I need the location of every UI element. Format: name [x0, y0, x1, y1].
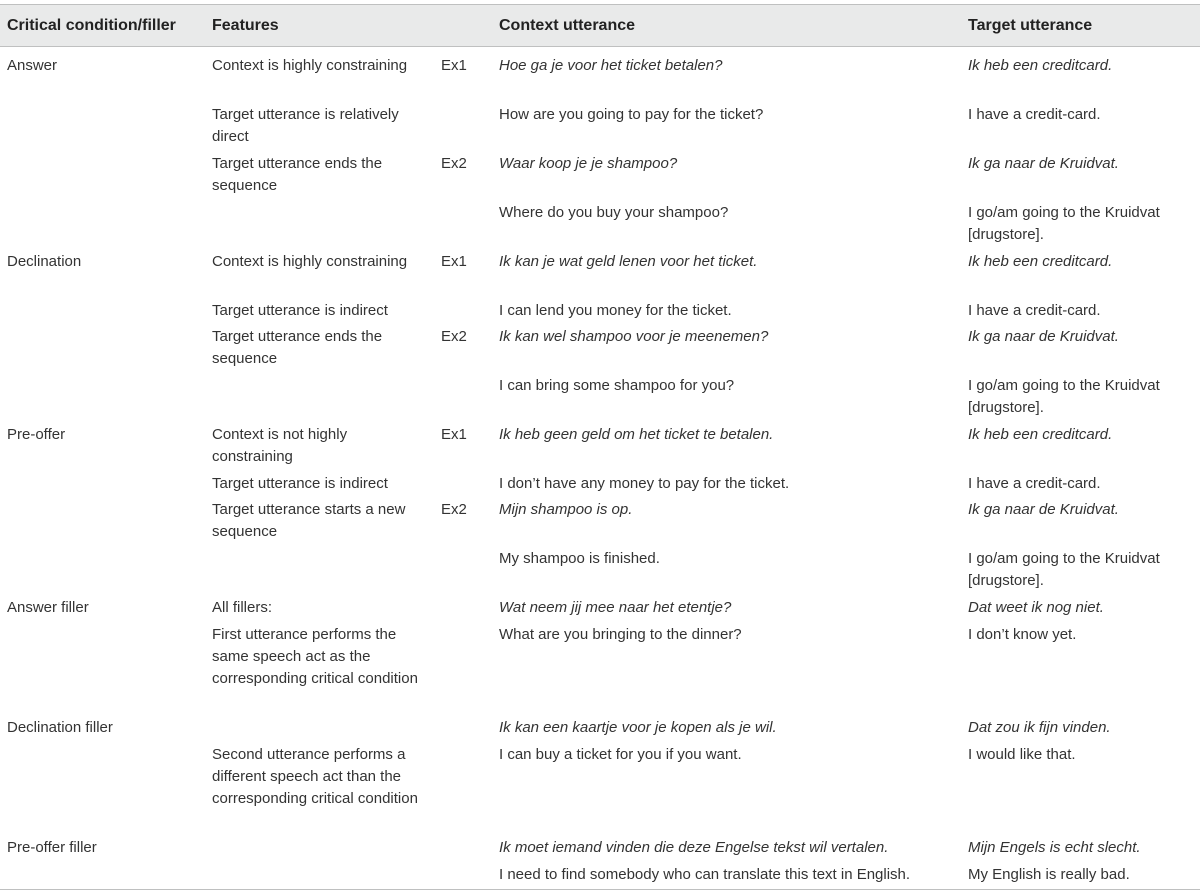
cell-context: I need to find somebody who can translate this text in English.	[499, 866, 911, 883]
cell-target: I have a credit-card.	[968, 106, 1101, 123]
cell-condition: Answer	[7, 57, 58, 74]
cell-context: Where do you buy your shampoo?	[499, 204, 729, 221]
header-features: Features	[212, 17, 279, 34]
cell-target: I would like that.	[968, 746, 1076, 763]
cell-context: Ik kan wel shampoo voor je meenemen?	[499, 328, 769, 345]
cell-features: Target utterance is indirect	[212, 302, 388, 319]
cell-context: My shampoo is finished.	[499, 550, 660, 567]
cell-example: Ex1	[441, 253, 467, 270]
cell-condition: Pre-offer filler	[7, 839, 97, 856]
cell-features: First utterance performs the same speech act as the corresponding critical condition	[212, 626, 418, 687]
cell-features: Target utterance ends the sequence	[212, 155, 383, 194]
cell-context: I can lend you money for the ticket.	[499, 302, 732, 319]
cell-target: I go/am going to the Kruidvat [drugstore].	[968, 550, 1160, 589]
cell-context: Ik heb geen geld om het ticket te betalen.	[499, 426, 774, 443]
cell-features: Second utterance performs a different speech act than the corresponding critical condition	[212, 746, 418, 807]
cell-target: Dat zou ik fijn vinden.	[968, 719, 1111, 736]
cell-example: Ex1	[441, 426, 467, 443]
cell-context: Ik kan je wat geld lenen voor het ticket.	[499, 253, 758, 270]
cell-context: Waar koop je je shampoo?	[499, 155, 678, 172]
cell-target: Ik heb een creditcard.	[968, 426, 1113, 443]
cell-condition: Declination	[7, 253, 82, 270]
cell-features: Context is highly constraining	[212, 253, 408, 270]
cell-target: My English is really bad.	[968, 866, 1130, 883]
cell-context: Hoe ga je voor het ticket betalen?	[499, 57, 723, 74]
table-bottom-rule	[0, 889, 1200, 890]
header-context: Context utterance	[499, 17, 636, 34]
cell-features: Context is not highly constraining	[212, 426, 348, 465]
cell-target: I go/am going to the Kruidvat [drugstore].	[968, 377, 1160, 416]
cell-example: Ex2	[441, 328, 467, 345]
cell-features: Context is highly constraining	[212, 57, 408, 74]
cell-features: Target utterance ends the sequence	[212, 328, 383, 367]
cell-features: Target utterance starts a new sequence	[212, 501, 406, 540]
cell-features: All fillers:	[212, 599, 273, 616]
cell-target: Ik ga naar de Kruidvat.	[968, 328, 1119, 345]
cell-example: Ex2	[441, 155, 467, 172]
cell-target: Ik heb een creditcard.	[968, 57, 1113, 74]
header-target: Target utterance	[968, 17, 1093, 34]
cell-context: How are you going to pay for the ticket?	[499, 106, 764, 123]
cell-target: Ik ga naar de Kruidvat.	[968, 501, 1119, 518]
cell-target: Mijn Engels is echt slecht.	[968, 839, 1141, 856]
cell-context: I can bring some shampoo for you?	[499, 377, 735, 394]
cell-target: Dat weet ik nog niet.	[968, 599, 1104, 616]
cell-context: Wat neem jij mee naar het etentje?	[499, 599, 732, 616]
header-condition: Critical condition/filler	[7, 17, 176, 34]
cell-context: Mijn shampoo is op.	[499, 501, 633, 518]
cell-target: I go/am going to the Kruidvat [drugstore].	[968, 204, 1160, 243]
cell-features: Target utterance is indirect	[212, 475, 388, 492]
cell-context: I don’t have any money to pay for the ticket.	[499, 475, 790, 492]
table-top-rule	[0, 4, 1200, 5]
cell-condition: Declination filler	[7, 719, 113, 736]
cell-context: What are you bringing to the dinner?	[499, 626, 742, 643]
cell-target: Ik ga naar de Kruidvat.	[968, 155, 1119, 172]
cell-condition: Pre-offer	[7, 426, 66, 443]
cell-features: Target utterance is relatively direct	[212, 106, 399, 145]
cell-context: Ik kan een kaartje voor je kopen als je wil.	[499, 719, 777, 736]
cell-example: Ex2	[441, 501, 467, 518]
cell-context: Ik moet iemand vinden die deze Engelse tekst wil vertalen.	[499, 839, 889, 856]
table-header-rule	[0, 46, 1200, 47]
cell-context: I can buy a ticket for you if you want.	[499, 746, 742, 763]
cell-target: I don’t know yet.	[968, 626, 1077, 643]
cell-target: Ik heb een creditcard.	[968, 253, 1113, 270]
cell-target: I have a credit-card.	[968, 302, 1101, 319]
cell-condition: Answer filler	[7, 599, 89, 616]
cell-target: I have a credit-card.	[968, 475, 1101, 492]
cell-example: Ex1	[441, 57, 467, 74]
